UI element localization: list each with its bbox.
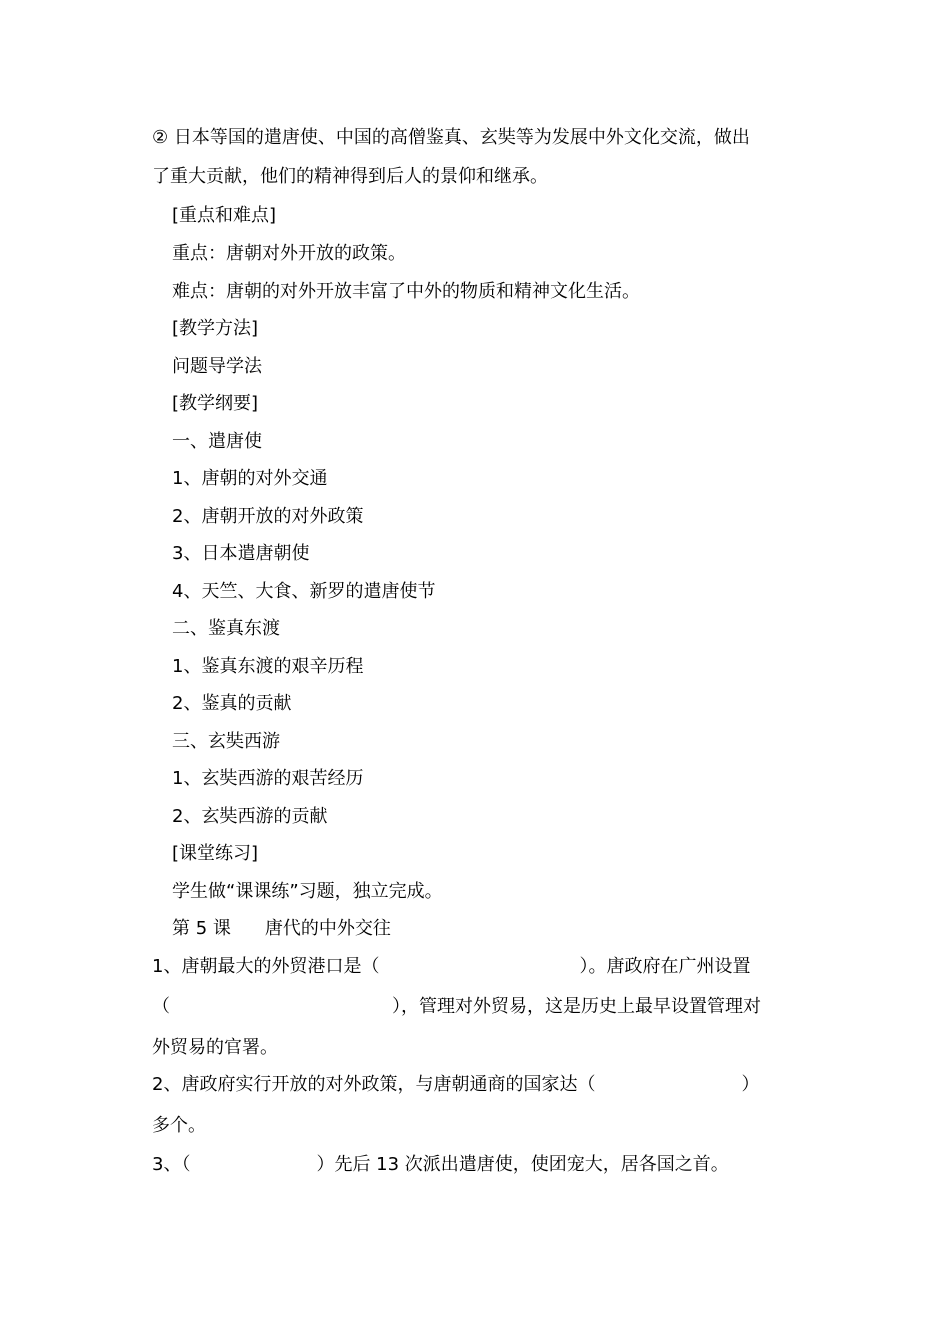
method-text: 问题导学法	[172, 356, 262, 377]
outline-heading: [教学纲要]	[172, 393, 259, 414]
question-1-text: 1、唐朝最大的外贸港口是（	[152, 956, 380, 977]
question-2-line-1	[152, 1073, 759, 1097]
key-point-focus: 重点：唐朝对外开放的政策。	[172, 243, 406, 264]
question-1-line-1	[152, 955, 750, 979]
question-2-line-2: 多个。	[152, 1115, 206, 1136]
intro-line-1: ② 日本等国的遣唐使、中国的高僧鉴真、玄奘等为发展中外文化交流，做出	[152, 127, 750, 148]
question-1-text: ）。唐政府在广州设置	[579, 956, 751, 977]
outline-item: 3、日本遣唐朝使	[172, 543, 310, 564]
intro-line-2: 了重大贡献，他们的精神得到后人的景仰和继承。	[152, 166, 548, 187]
lesson-number: 第 5 课	[172, 918, 231, 939]
question-2-text: 2、唐政府实行开放的对外政策，与唐朝通商的国家达（	[152, 1074, 596, 1095]
outline-item: 三、玄奘西游	[172, 731, 280, 752]
outline-item: 二、鉴真东渡	[172, 618, 280, 639]
outline-item: 2、玄奘西游的贡献	[172, 806, 328, 827]
question-2-text: ）	[741, 1074, 760, 1095]
lesson-title-line	[172, 917, 391, 941]
question-1-text: （	[152, 996, 170, 1017]
outline-item: 2、鉴真的贡献	[172, 693, 292, 714]
question-3-text: 3、（	[152, 1154, 191, 1175]
outline-item: 1、鉴真东渡的艰辛历程	[172, 656, 364, 677]
outline-item: 一、遣唐使	[172, 431, 262, 452]
question-1-text: ），管理对外贸易，这是历史上最早设置管理对	[392, 996, 761, 1017]
lesson-title: 唐代的中外交往	[264, 918, 391, 939]
question-3-text: ）先后 13 次派出遣唐使，使团宠大，居各国之首。	[316, 1154, 729, 1175]
key-points-heading: [重点和难点]	[172, 205, 277, 226]
question-3-line	[152, 1153, 729, 1177]
key-point-difficulty: 难点：唐朝的对外开放丰富了中外的物质和精神文化生活。	[172, 281, 640, 302]
question-1-line-2	[152, 995, 761, 1019]
method-heading: [教学方法]	[172, 318, 259, 339]
practice-heading: [课堂练习]	[172, 843, 259, 864]
question-1-line-3: 外贸易的官署。	[152, 1037, 278, 1058]
outline-item: 4、天竺、大食、新罗的遣唐使节	[172, 581, 436, 602]
outline-item: 2、唐朝开放的对外政策	[172, 506, 364, 527]
outline-item: 1、玄奘西游的艰苦经历	[172, 768, 364, 789]
outline-item: 1、唐朝的对外交通	[172, 468, 328, 489]
practice-text: 学生做“课课练”习题，独立完成。	[172, 881, 443, 902]
